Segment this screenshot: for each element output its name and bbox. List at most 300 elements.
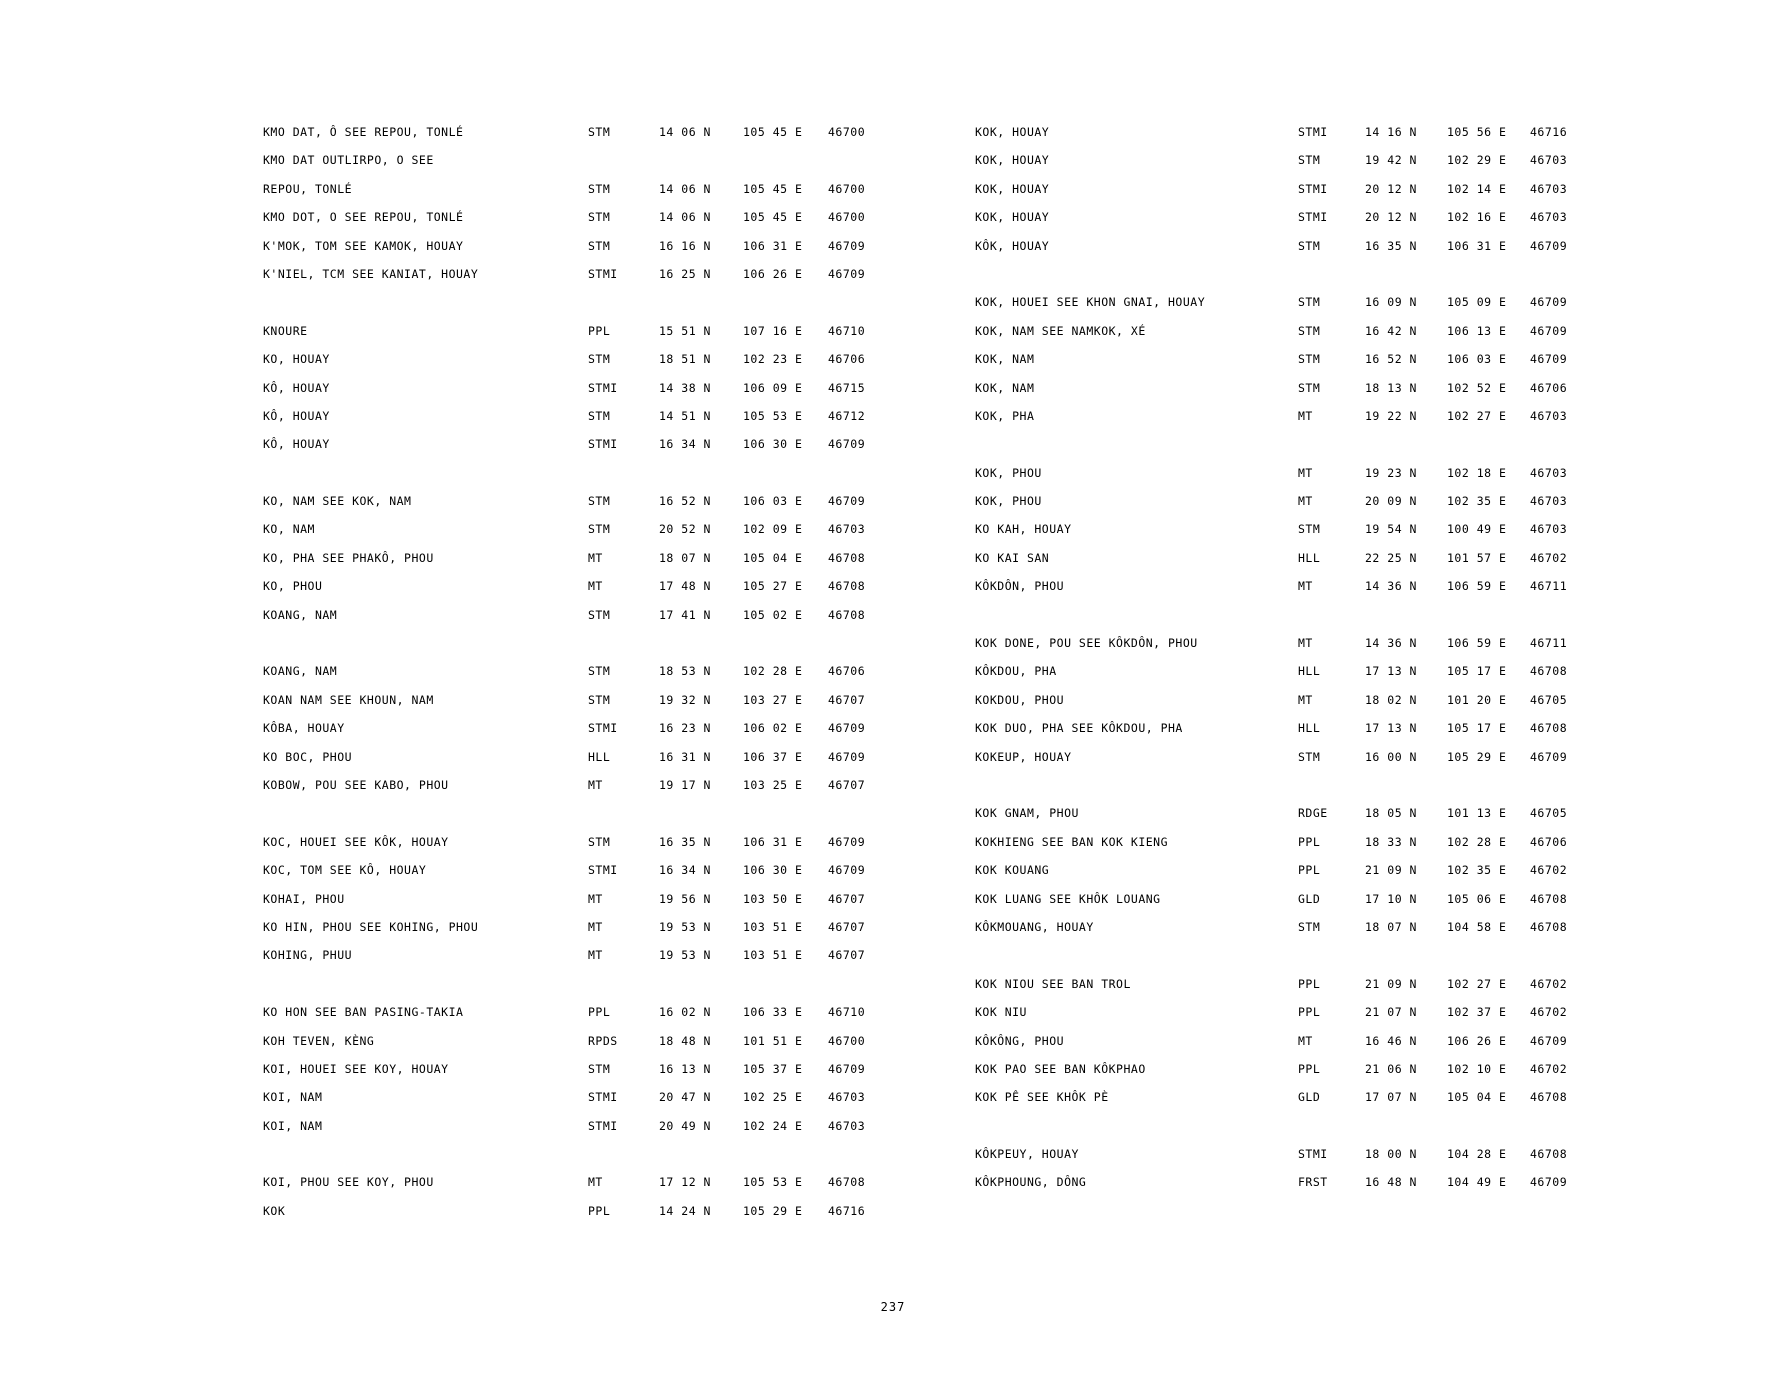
entry-code: 46709: [828, 749, 866, 764]
gazetteer-entry: [975, 828, 1675, 856]
entry-code: 46707: [828, 919, 866, 934]
entry-latitude: 14 16 N: [1365, 125, 1417, 139]
row-gap: [263, 288, 963, 316]
gazetteer-entry: [975, 743, 1675, 771]
entry-type: MT: [588, 777, 603, 792]
entry-type: STM: [588, 607, 611, 622]
entry-type: STM: [1298, 749, 1321, 764]
gazetteer-entry: [263, 714, 963, 742]
entry-code: 46708: [1530, 1147, 1568, 1162]
entry-latitude: 16 34 N: [659, 863, 711, 878]
gazetteer-entry: [263, 1083, 963, 1111]
gazetteer-entry: [263, 1027, 963, 1055]
entry-type: STMI: [588, 1090, 618, 1105]
entry-longitude: 102 10 E: [1447, 1061, 1507, 1076]
gazetteer-entry: [975, 544, 1675, 572]
gazetteer-entry: [975, 402, 1675, 430]
gazetteer-entry: [975, 317, 1675, 345]
gazetteer-entry: [975, 799, 1675, 827]
entry-code: 46705: [1530, 806, 1568, 821]
entry-latitude: 17 48 N: [659, 579, 711, 594]
entry-longitude: 106 33 E: [743, 1005, 803, 1020]
entry-name: KO HON SEE BAN PASING-TAKIA: [263, 1005, 464, 1020]
entry-name: K'MOK, TOM SEE KAMOK, HOUAY: [263, 238, 464, 253]
entry-longitude: 102 27 E: [1447, 976, 1507, 991]
row-gap: [975, 771, 1675, 799]
entry-type: PPL: [1298, 863, 1321, 878]
entry-longitude: 105 09 E: [1447, 295, 1507, 310]
entry-type: STM: [588, 1061, 611, 1076]
entry-code: 46708: [828, 1175, 866, 1190]
entry-name: KOK, HOUAY: [975, 181, 1050, 196]
entry-type: STM: [1298, 352, 1321, 367]
entry-name: KMO DOT, O SEE REPOU, TONLÉ: [263, 210, 464, 225]
gazetteer-entry: [263, 175, 963, 203]
entry-name: KO KAI SAN: [975, 550, 1050, 565]
entry-latitude: 16 23 N: [659, 721, 711, 736]
entry-latitude: 19 17 N: [659, 777, 711, 792]
entry-name: KOC, HOUEI SEE KÔK, HOUAY: [263, 834, 449, 849]
entry-name: KO, PHOU: [263, 579, 323, 594]
entry-longitude: 102 35 E: [1447, 863, 1507, 878]
entry-latitude: 16 00 N: [1365, 749, 1417, 764]
entry-longitude: 106 26 E: [743, 266, 803, 281]
entry-code: 46709: [1530, 295, 1568, 310]
row-gap: [263, 799, 963, 827]
entry-type: MT: [588, 579, 603, 594]
gazetteer-entry: [975, 487, 1675, 515]
entry-longitude: 106 02 E: [743, 721, 803, 736]
entry-longitude: 105 06 E: [1447, 891, 1507, 906]
entry-name: KOK, HOUAY: [975, 153, 1050, 168]
entry-code: 46708: [1530, 664, 1568, 679]
gazetteer-entry: [975, 345, 1675, 373]
entry-latitude: 17 10 N: [1365, 891, 1417, 906]
entry-name: KO, PHA SEE PHAKÔ, PHOU: [263, 550, 434, 565]
row-gap: [975, 430, 1675, 458]
entry-longitude: 101 51 E: [743, 1033, 803, 1048]
entry-latitude: 17 13 N: [1365, 721, 1417, 736]
entry-longitude: 105 02 E: [743, 607, 803, 622]
entry-latitude: 18 33 N: [1365, 834, 1417, 849]
entry-longitude: 102 14 E: [1447, 181, 1507, 196]
entry-name: KOK, NAM: [975, 380, 1035, 395]
entry-latitude: 19 23 N: [1365, 465, 1417, 480]
entry-longitude: 106 09 E: [743, 380, 803, 395]
entry-latitude: 20 09 N: [1365, 494, 1417, 509]
entry-code: 46702: [1530, 863, 1568, 878]
entry-code: 46706: [1530, 380, 1568, 395]
entry-type: STMI: [588, 1118, 618, 1133]
entry-type: GLD: [1298, 1090, 1321, 1105]
entry-code: 46708: [828, 579, 866, 594]
entry-name: KOK NIOU SEE BAN TROL: [975, 976, 1131, 991]
entry-type: PPL: [588, 1203, 611, 1218]
entry-longitude: 105 45 E: [743, 125, 803, 139]
entry-latitude: 17 41 N: [659, 607, 711, 622]
entry-name: KÔK, HOUAY: [975, 238, 1050, 253]
entry-type: HLL: [1298, 721, 1321, 736]
entry-type: RPDS: [588, 1033, 618, 1048]
entry-code: 46700: [828, 125, 866, 139]
gazetteer-entry: [263, 260, 963, 288]
entry-name: KOK GNAM, PHOU: [975, 806, 1079, 821]
entry-code: 46703: [1530, 494, 1568, 509]
entry-latitude: 16 31 N: [659, 749, 711, 764]
entry-code: 46709: [1530, 1033, 1568, 1048]
entry-code: 46710: [828, 1005, 866, 1020]
entry-latitude: 18 05 N: [1365, 806, 1417, 821]
gazetteer-entry: [975, 1083, 1675, 1111]
entry-code: 46702: [1530, 550, 1568, 565]
row-gap: [263, 970, 963, 998]
entry-latitude: 16 13 N: [659, 1061, 711, 1076]
right-column: [975, 118, 1675, 1197]
entry-name: KO KAH, HOUAY: [975, 522, 1072, 537]
entry-name: KÔKPHOUNG, DÔNG: [975, 1175, 1087, 1190]
entry-name: KOK DONE, POU SEE KÔKDÔN, PHOU: [975, 636, 1198, 651]
entry-latitude: 16 34 N: [659, 437, 711, 452]
entry-longitude: 102 09 E: [743, 522, 803, 537]
entry-latitude: 14 36 N: [1365, 636, 1417, 651]
entry-longitude: 106 31 E: [743, 834, 803, 849]
entry-type: STM: [588, 834, 611, 849]
entry-code: 46708: [1530, 891, 1568, 906]
gazetteer-entry: [263, 885, 963, 913]
entry-code: 46703: [1530, 210, 1568, 225]
entry-code: 46703: [1530, 153, 1568, 168]
entry-name: KOI, NAM: [263, 1090, 323, 1105]
entry-latitude: 21 07 N: [1365, 1005, 1417, 1020]
entry-latitude: 21 09 N: [1365, 863, 1417, 878]
entry-longitude: 103 25 E: [743, 777, 803, 792]
entry-longitude: 102 25 E: [743, 1090, 803, 1105]
entry-latitude: 17 13 N: [1365, 664, 1417, 679]
entry-latitude: 18 13 N: [1365, 380, 1417, 395]
entry-longitude: 101 13 E: [1447, 806, 1507, 821]
entry-name: KOK, HOUAY: [975, 210, 1050, 225]
entry-longitude: 106 37 E: [743, 749, 803, 764]
gazetteer-entry: [975, 288, 1675, 316]
entry-name: REPOU, TONLÉ: [263, 181, 353, 196]
gazetteer-entry: [975, 970, 1675, 998]
gazetteer-entry: [263, 402, 963, 430]
entry-name: KOK, PHA: [975, 408, 1035, 423]
gazetteer-entry: [975, 515, 1675, 543]
entry-type: MT: [1298, 579, 1313, 594]
entry-code: 46703: [1530, 408, 1568, 423]
entry-latitude: 19 22 N: [1365, 408, 1417, 423]
entry-latitude: 20 12 N: [1365, 181, 1417, 196]
entry-type: PPL: [588, 1005, 611, 1020]
entry-latitude: 18 00 N: [1365, 1147, 1417, 1162]
gazetteer-entry: [263, 941, 963, 969]
entry-code: 46707: [828, 891, 866, 906]
entry-type: STMI: [588, 721, 618, 736]
entry-type: STM: [1298, 238, 1321, 253]
entry-code: 46705: [1530, 692, 1568, 707]
entry-name: KÔ, HOUAY: [263, 380, 330, 395]
entry-latitude: 14 06 N: [659, 125, 711, 139]
gazetteer-entry: [975, 146, 1675, 174]
entry-name: KOI, NAM: [263, 1118, 323, 1133]
entry-type: PPL: [588, 323, 611, 338]
gazetteer-entry: [263, 913, 963, 941]
entry-code: 46709: [828, 834, 866, 849]
entry-name: KO BOC, PHOU: [263, 749, 353, 764]
gazetteer-entry: [975, 203, 1675, 231]
entry-type: STM: [588, 522, 611, 537]
entry-longitude: 105 45 E: [743, 210, 803, 225]
entry-longitude: 103 27 E: [743, 692, 803, 707]
entry-longitude: 102 24 E: [743, 1118, 803, 1133]
entry-type: PPL: [1298, 1061, 1321, 1076]
entry-longitude: 106 31 E: [1447, 238, 1507, 253]
entry-name: KÔ, HOUAY: [263, 408, 330, 423]
gazetteer-entry: [975, 459, 1675, 487]
entry-type: STMI: [588, 863, 618, 878]
gazetteer-entry: [263, 771, 963, 799]
entry-name: KNOURE: [263, 323, 308, 338]
entry-code: 46716: [828, 1203, 866, 1218]
entry-name: KMO DAT OUTLIRPO, O SEE: [263, 153, 434, 168]
entry-code: 46703: [1530, 465, 1568, 480]
entry-name: KOK KOUANG: [975, 863, 1050, 878]
entry-code: 46708: [1530, 721, 1568, 736]
gazetteer-entry: [263, 657, 963, 685]
entry-longitude: 105 04 E: [1447, 1090, 1507, 1105]
entry-name: KOK, NAM: [975, 352, 1035, 367]
entry-latitude: 21 06 N: [1365, 1061, 1417, 1076]
entry-name: KOK PAO SEE BAN KÔKPHAO: [975, 1061, 1146, 1076]
gazetteer-entry: [975, 657, 1675, 685]
entry-latitude: 14 51 N: [659, 408, 711, 423]
entry-longitude: 106 30 E: [743, 863, 803, 878]
entry-latitude: 22 25 N: [1365, 550, 1417, 565]
entry-name: KO, NAM SEE KOK, NAM: [263, 494, 412, 509]
entry-name: KOHING, PHUU: [263, 948, 353, 963]
entry-longitude: 104 28 E: [1447, 1147, 1507, 1162]
entry-latitude: 16 02 N: [659, 1005, 711, 1020]
entry-type: MT: [1298, 692, 1313, 707]
entry-latitude: 18 07 N: [659, 550, 711, 565]
entry-latitude: 14 36 N: [1365, 579, 1417, 594]
entry-code: 46703: [828, 522, 866, 537]
gazetteer-entry: [263, 118, 963, 146]
entry-longitude: 101 20 E: [1447, 692, 1507, 707]
gazetteer-entry: [263, 1055, 963, 1083]
entry-name: KOK, HOUAY: [975, 125, 1050, 139]
entry-latitude: 20 52 N: [659, 522, 711, 537]
entry-name: KOI, PHOU SEE KOY, PHOU: [263, 1175, 434, 1190]
entry-longitude: 102 52 E: [1447, 380, 1507, 395]
entry-name: KOH TEVEN, KÈNG: [263, 1033, 375, 1048]
entry-latitude: 16 25 N: [659, 266, 711, 281]
entry-longitude: 103 50 E: [743, 891, 803, 906]
entry-longitude: 105 17 E: [1447, 664, 1507, 679]
entry-latitude: 14 38 N: [659, 380, 711, 395]
entry-type: STMI: [588, 266, 618, 281]
gazetteer-entry: [263, 1197, 963, 1225]
entry-code: 46703: [828, 1118, 866, 1133]
entry-type: MT: [1298, 408, 1313, 423]
entry-type: STM: [1298, 295, 1321, 310]
gazetteer-entry: [263, 544, 963, 572]
entry-type: STMI: [1298, 210, 1328, 225]
entry-type: STM: [588, 210, 611, 225]
entry-type: HLL: [1298, 550, 1321, 565]
entry-name: KÔKÔNG, PHOU: [975, 1033, 1065, 1048]
gazetteer-entry: [975, 686, 1675, 714]
entry-code: 46702: [1530, 976, 1568, 991]
entry-longitude: 105 45 E: [743, 181, 803, 196]
entry-type: STMI: [1298, 181, 1328, 196]
entry-type: STMI: [588, 437, 618, 452]
entry-name: KOC, TOM SEE KÔ, HOUAY: [263, 863, 427, 878]
gazetteer-entry: [975, 175, 1675, 203]
entry-code: 46706: [1530, 834, 1568, 849]
entry-code: 46709: [828, 437, 866, 452]
entry-type: STM: [588, 494, 611, 509]
gazetteer-entry: [975, 629, 1675, 657]
entry-latitude: 14 24 N: [659, 1203, 711, 1218]
entry-code: 46711: [1530, 579, 1568, 594]
entry-latitude: 16 52 N: [1365, 352, 1417, 367]
entry-name: KOK: [263, 1203, 286, 1218]
entry-longitude: 102 35 E: [1447, 494, 1507, 509]
gazetteer-entry: [263, 601, 963, 629]
row-gap: [263, 1140, 963, 1168]
entry-code: 46703: [1530, 181, 1568, 196]
entry-latitude: 20 47 N: [659, 1090, 711, 1105]
gazetteer-entry: [975, 913, 1675, 941]
entry-code: 46709: [1530, 323, 1568, 338]
entry-name: KOK, NAM SEE NAMKOK, XÉ: [975, 323, 1146, 338]
entry-code: 46708: [1530, 919, 1568, 934]
gazetteer-entry: [263, 743, 963, 771]
entry-longitude: 104 49 E: [1447, 1175, 1507, 1190]
entry-longitude: 106 30 E: [743, 437, 803, 452]
entry-code: 46709: [828, 721, 866, 736]
entry-latitude: 18 07 N: [1365, 919, 1417, 934]
entry-latitude: 16 35 N: [659, 834, 711, 849]
entry-longitude: 105 29 E: [1447, 749, 1507, 764]
entry-longitude: 105 53 E: [743, 408, 803, 423]
entry-longitude: 105 04 E: [743, 550, 803, 565]
entry-name: KOKDOU, PHOU: [975, 692, 1065, 707]
entry-code: 46709: [1530, 1175, 1568, 1190]
entry-code: 46709: [1530, 749, 1568, 764]
gazetteer-entry: [975, 374, 1675, 402]
entry-name: KÔKPEUY, HOUAY: [975, 1147, 1079, 1162]
entry-name: KO HIN, PHOU SEE KOHING, PHOU: [263, 919, 479, 934]
entry-latitude: 19 53 N: [659, 948, 711, 963]
gazetteer-entry: [975, 998, 1675, 1026]
entry-name: KOI, HOUEI SEE KOY, HOUAY: [263, 1061, 449, 1076]
entry-code: 46708: [828, 607, 866, 622]
entry-longitude: 106 13 E: [1447, 323, 1507, 338]
entry-name: KOK NIU: [975, 1005, 1027, 1020]
entry-type: STMI: [1298, 1147, 1328, 1162]
entry-latitude: 16 48 N: [1365, 1175, 1417, 1190]
entry-name: KOKEUP, HOUAY: [975, 749, 1072, 764]
entry-code: 46709: [828, 494, 866, 509]
entry-longitude: 105 53 E: [743, 1175, 803, 1190]
entry-type: STM: [1298, 919, 1321, 934]
entry-type: MT: [1298, 636, 1313, 651]
entry-type: STM: [588, 125, 611, 139]
entry-longitude: 106 59 E: [1447, 636, 1507, 651]
entry-longitude: 102 28 E: [743, 664, 803, 679]
entry-type: STM: [1298, 380, 1321, 395]
entry-code: 46709: [1530, 352, 1568, 367]
entry-name: KÔ, HOUAY: [263, 437, 330, 452]
entry-longitude: 104 58 E: [1447, 919, 1507, 934]
entry-name: KOK PÊ SEE KHÔK PÈ: [975, 1090, 1109, 1105]
entry-longitude: 106 03 E: [743, 494, 803, 509]
entry-type: MT: [1298, 1033, 1313, 1048]
entry-name: KOK DUO, PHA SEE KÔKDOU, PHA: [975, 721, 1183, 736]
entry-type: STMI: [588, 380, 618, 395]
entry-code: 46709: [828, 1061, 866, 1076]
entry-latitude: 19 42 N: [1365, 153, 1417, 168]
entry-type: PPL: [1298, 1005, 1321, 1020]
entry-code: 46716: [1530, 125, 1568, 139]
entry-longitude: 105 37 E: [743, 1061, 803, 1076]
entry-code: 46708: [1530, 1090, 1568, 1105]
entry-longitude: 106 59 E: [1447, 579, 1507, 594]
entry-name: KOANG, NAM: [263, 607, 338, 622]
entry-latitude: 14 06 N: [659, 210, 711, 225]
gazetteer-entry: [263, 430, 963, 458]
entry-latitude: 16 09 N: [1365, 295, 1417, 310]
entry-name: KOBOW, POU SEE KABO, PHOU: [263, 777, 449, 792]
entry-type: STM: [588, 238, 611, 253]
entry-code: 46707: [828, 777, 866, 792]
entry-latitude: 16 35 N: [1365, 238, 1417, 253]
entry-code: 46709: [828, 238, 866, 253]
entry-longitude: 102 18 E: [1447, 465, 1507, 480]
entry-code: 46703: [828, 1090, 866, 1105]
entry-type: MT: [588, 948, 603, 963]
gazetteer-entry: [263, 146, 963, 174]
row-gap: [263, 459, 963, 487]
entry-type: STMI: [1298, 125, 1328, 139]
entry-type: PPL: [1298, 834, 1321, 849]
entry-name: KÔBA, HOUAY: [263, 721, 345, 736]
entry-type: HLL: [588, 749, 611, 764]
gazetteer-entry: [263, 232, 963, 260]
entry-code: 46708: [828, 550, 866, 565]
page-number: 237: [880, 1300, 906, 1314]
entry-code: 46707: [828, 692, 866, 707]
gazetteer-entry: [263, 374, 963, 402]
entry-latitude: 20 49 N: [659, 1118, 711, 1133]
entry-longitude: 102 16 E: [1447, 210, 1507, 225]
entry-code: 46703: [1530, 522, 1568, 537]
left-column: [263, 118, 963, 1225]
entry-type: STM: [1298, 153, 1321, 168]
entry-name: KOK, PHOU: [975, 465, 1042, 480]
gazetteer-entry: [263, 203, 963, 231]
entry-longitude: 101 57 E: [1447, 550, 1507, 565]
gazetteer-entry: [975, 856, 1675, 884]
gazetteer-entry: [263, 317, 963, 345]
entry-name: KOAN NAM SEE KHOUN, NAM: [263, 692, 434, 707]
entry-type: MT: [588, 550, 603, 565]
gazetteer-entry: [975, 1027, 1675, 1055]
row-gap: [975, 260, 1675, 288]
